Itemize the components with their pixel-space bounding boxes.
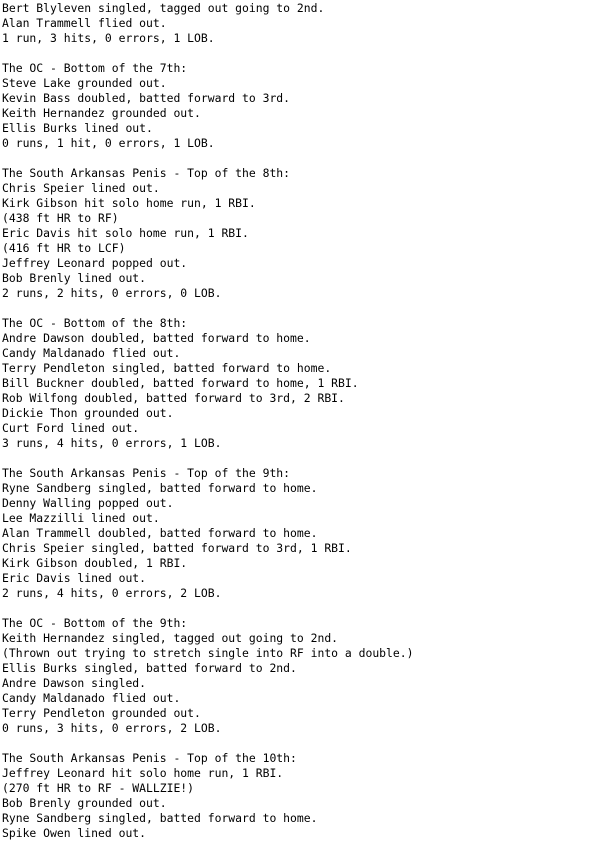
inning-header: The South Arkansas Penis - Top of the 9th:: [2, 466, 291, 480]
play-line: Jeffrey Leonard popped out.: [2, 256, 188, 270]
play-line: Dickie Thon grounded out.: [2, 406, 174, 420]
play-line: Bill Buckner doubled, batted forward to home, 1 RBI.: [2, 376, 359, 390]
inning-summary: 0 runs, 1 hit, 0 errors, 1 LOB.: [2, 136, 215, 150]
play-line: Ryne Sandberg singled, batted forward to home.: [2, 811, 318, 825]
play-line: Kirk Gibson doubled, 1 RBI.: [2, 556, 188, 570]
play-note: (416 ft HR to LCF): [2, 241, 126, 255]
play-line: Bob Brenly lined out.: [2, 271, 147, 285]
play-line: Candy Maldanado flied out.: [2, 691, 181, 705]
play-line: Alan Trammell flied out.: [2, 16, 167, 30]
play-line: Andre Dawson singled.: [2, 676, 147, 690]
inning-header: The South Arkansas Penis - Top of the 10th:: [2, 751, 297, 765]
play-line: Ellis Burks singled, batted forward to 2nd.: [2, 661, 297, 675]
blank-line: [2, 151, 413, 166]
play-line: Chris Speier singled, batted forward to 3rd, 1 RBI.: [2, 541, 352, 555]
play-line: Terry Pendleton grounded out.: [2, 706, 201, 720]
blank-line: [2, 46, 413, 61]
play-line: Denny Walling popped out.: [2, 496, 174, 510]
play-line: Bob Brenly grounded out.: [2, 796, 167, 810]
inning-header: The South Arkansas Penis - Top of the 8th:: [2, 166, 291, 180]
play-line: Lee Mazzilli lined out.: [2, 511, 160, 525]
play-line: Curt Ford lined out.: [2, 421, 140, 435]
inning-header: The OC - Bottom of the 9th:: [2, 616, 188, 630]
play-line: Spike Owen lined out.: [2, 826, 147, 840]
blank-line: [2, 451, 413, 466]
inning-header: The OC - Bottom of the 7th:: [2, 61, 188, 75]
play-line: Keith Hernandez grounded out.: [2, 106, 201, 120]
play-line: Kirk Gibson hit solo home run, 1 RBI.: [2, 196, 256, 210]
blank-line: [2, 601, 413, 616]
play-line: Eric Davis hit solo home run, 1 RBI.: [2, 226, 249, 240]
inning-summary: 1 run, 3 hits, 0 errors, 1 LOB.: [2, 31, 215, 45]
play-line: Eric Davis lined out.: [2, 571, 147, 585]
play-line: Ryne Sandberg singled, batted forward to home.: [2, 481, 318, 495]
inning-summary: 0 runs, 3 hits, 0 errors, 2 LOB.: [2, 721, 222, 735]
play-note: (270 ft HR to RF - WALLZIE!): [2, 781, 195, 795]
play-line: Candy Maldanado flied out.: [2, 346, 181, 360]
play-line: Rob Wilfong doubled, batted forward to 3rd, 2 RBI.: [2, 391, 345, 405]
play-line: Keith Hernandez singled, tagged out going to 2nd.: [2, 631, 339, 645]
inning-header: The OC - Bottom of the 8th:: [2, 316, 188, 330]
blank-line: [2, 301, 413, 316]
inning-summary: 3 runs, 4 hits, 0 errors, 1 LOB.: [2, 436, 222, 450]
play-note: (Thrown out trying to stretch single into RF into a double.): [2, 646, 414, 660]
play-note: (438 ft HR to RF): [2, 211, 119, 225]
play-line: Bert Blyleven singled, tagged out going to 2nd.: [2, 1, 325, 15]
play-line: Jeffrey Leonard hit solo home run, 1 RBI.: [2, 766, 284, 780]
play-line: Chris Speier lined out.: [2, 181, 160, 195]
play-line: Terry Pendleton singled, batted forward to home.: [2, 361, 332, 375]
play-line: Ellis Burks lined out.: [2, 121, 153, 135]
play-line: Steve Lake grounded out.: [2, 76, 167, 90]
inning-summary: 2 runs, 2 hits, 0 errors, 0 LOB.: [2, 286, 222, 300]
play-line: Kevin Bass doubled, batted forward to 3rd.: [2, 91, 291, 105]
inning-summary: 2 runs, 4 hits, 0 errors, 2 LOB.: [2, 586, 222, 600]
blank-line: [2, 736, 413, 751]
play-by-play-log: [2, 1, 413, 841]
play-line: Alan Trammell doubled, batted forward to home.: [2, 526, 318, 540]
play-line: Andre Dawson doubled, batted forward to home.: [2, 331, 311, 345]
